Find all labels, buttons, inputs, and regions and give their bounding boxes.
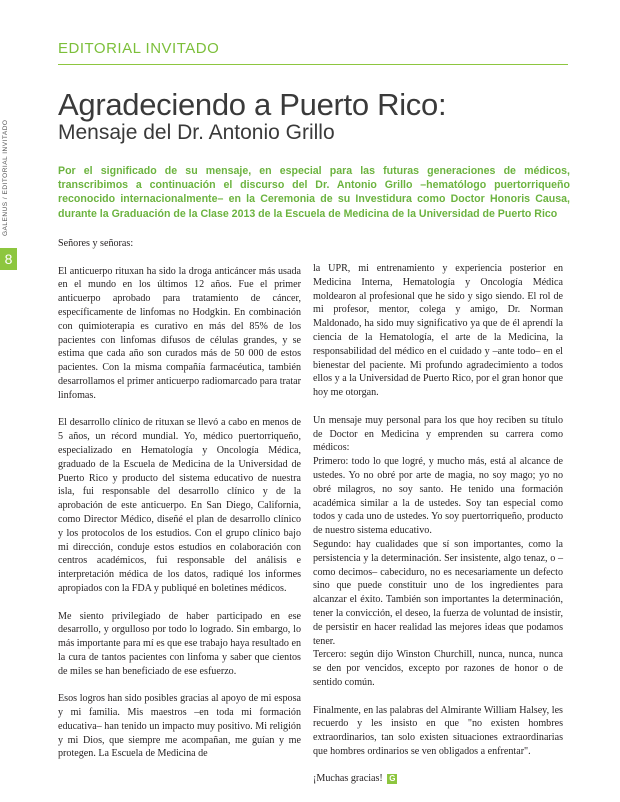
section-label: EDITORIAL INVITADO — [58, 40, 220, 57]
running-header: GALENUS / EDITORIAL INVITADO — [2, 119, 9, 236]
header-rule — [58, 64, 568, 65]
body-paragraph: Me siento privilegiado de haber participado en ese desarrollo, y orgulloso por todo lo logrado. Sin embargo, lo más importante para mí es que ese trabajo haya resultado en la cura de tantos pacientes con linfoma y saber que cientos de miles se han beneficiado de ese esfuerzo. — [58, 610, 301, 677]
article-lead: Por el significado de su mensaje, en especial para las futuras generaciones de médicos, transcribimos a continuación el discurso del Dr. Antonio Grillo –hematólogo puertorriqueño reconocido internacionalmente– en la Ceremonia de su Investidura como Doctor Honoris Causa, durante la Graduación de la Clase 2013 de la Escuela de Medicina de la Universidad de Puerto Rico — [58, 165, 570, 220]
body-paragraph: Primero: todo lo que logré, y mucho más, está al alcance de ustedes. Yo no obré por arte de magia, no soy mago; yo no obré milagros, no soy santo. He tenido una formación académica similar a la de ustedes. Soy tan especial como todos y cada uno de ustedes. Yo soy puertorriqueño, producto de nuestro sistema educativo. — [313, 456, 563, 537]
body-paragraph: la UPR, mi entrenamiento y experiencia posterior en Medicina Interna, Hematología y Oncología Médica moldearon al profesional que he sido y sigo siendo. El rol de mi profesor, mentor, colega y amigo, Dr. Norman Maldonado, ha sido muy significativo ya que de él aprendí la ciencia de la Hematología, el arte de la Medicina, la responsabilidad del médico en el cuidado y –ante todo– en el bienestar del paciente. Mi profundo agradecimiento a todos ellos y a la Universidad de Puerto Rico, por el gran honor que hoy me otorgan. — [313, 263, 563, 399]
closing-text: ¡Muchas gracias! — [313, 773, 383, 785]
body-paragraph: Un mensaje muy personal para los que hoy reciben su título de Doctor en Medicina y emprenden su carrera como médicos: — [313, 414, 563, 454]
body-paragraph: Finalmente, en las palabras del Almirante William Halsey, les recuerdo y les insisto en que "no existen hombres extraordinarios, tan solo existen situaciones extraordinarias que hombres ordinarios se ven obligados a enfrentar". — [313, 704, 563, 757]
closing-line — [313, 772, 563, 786]
article-title: Agradeciendo a Puerto Rico: — [58, 87, 447, 122]
left-column — [58, 237, 301, 775]
body-paragraph: Tercero: según dijo Winston Churchill, nunca, nunca, nunca se den por vencidos, excepto por razones de honor o de sentido común. — [313, 649, 563, 688]
body-paragraph: Segundo: hay cualidades que sí son importantes, como la persistencia y la determinación. Ser insistente, algo tenaz, o –como decimos– cabeciduro, no es necesariamente un defecto sino que puede constituir uno de los ingredientes para alcanzar el éxito. También son importantes la determinación, tener la convicción, el deseo, la fuerza de voluntad de insistir, de persistir en hacer realidad las mejores ideas que podamos tener. — [313, 538, 563, 647]
body-paragraph: El desarrollo clínico de rituxan se llevó a cabo en menos de 5 años, un récord mundial. Yo, médico puertorriqueño, especializado en Hematología y Oncología Médica, graduado de la Escuela de Medicina de la Universidad de Puerto Rico y producto del sistema educativo de nuestra isla, fui responsable del desarrollo clínico y de la aprobación de este anticuerpo. En San Diego, California, como Director Médico, diseñé el plan de desarrollo clínico y los protocolos de los estudios. Con el grupo clínico bajo mi dirección, conduje estos estudios en colaboración con centros académicos, fui responsable del análisis e interpretación médica de los datos, radiqué los informes apropiados con la FDA y publiqué en boletines médicos. — [58, 417, 301, 594]
article-subtitle: Mensaje del Dr. Antonio Grillo — [58, 121, 335, 144]
end-mark-icon: G — [389, 774, 396, 784]
right-column — [313, 262, 563, 800]
salutation: Señores y señoras: — [58, 238, 134, 249]
body-paragraph: El anticuerpo rituxan ha sido la droga anticáncer más usada en el mundo en los últimos 12 años. Fue el primer anticuerpo aprobado para tratamiento de cáncer, específicamente de linfomas no Hodgkin. En combinación con quimioterapia es curativo en más del 85% de los pacientes con linfomas difusos de células grandes, y se estima que cada año son curados más de 50 000 de estos pacientes. Con la misma compañía farmacéutica, también desarrollamos el primer anticuerpo radiomarcado para tratar linfomas. — [58, 265, 301, 401]
body-paragraph: Esos logros han sido posibles gracias al apoyo de mi esposa y mi familia. Mis maestros –en toda mi formación educativa– han tenido un impacto muy positivo. Mi religión y mi Dios, que siempre me acompañan, me guían y me protegen. La Escuela de Medicina de — [58, 693, 301, 760]
page-number: 8 — [0, 248, 17, 270]
